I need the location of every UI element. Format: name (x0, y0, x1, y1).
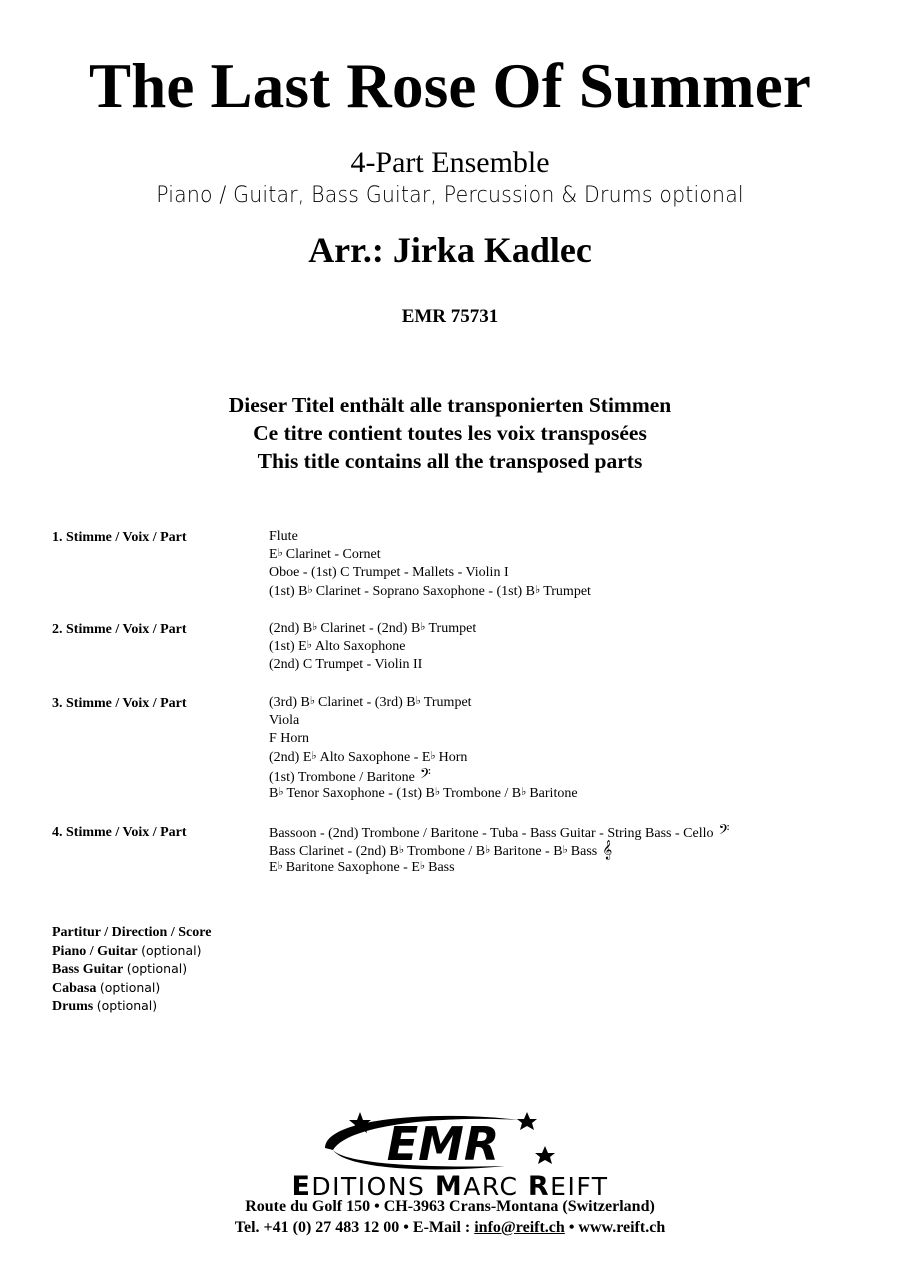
arranger: Arr.: Jirka Kadlec (308, 230, 592, 270)
web-text: • www.reift.ch (564, 1219, 666, 1236)
instrument-text: Bass (428, 860, 455, 876)
instrument-text: Tenor Saxophone - (1st) B (286, 785, 435, 801)
extra-note: (optional) (126, 961, 188, 977)
extra-item-drums (52, 997, 211, 1016)
instrument-text: (3rd) B (269, 695, 310, 710)
instrument-text: Baritone (529, 785, 578, 801)
part-4-instruments (269, 823, 729, 878)
bass-clef-icon: 𝄢 (419, 765, 431, 785)
extra-item-score (52, 924, 211, 942)
instrument-text: Horn (438, 749, 468, 765)
flat-sign-icon: ♭ (306, 639, 312, 652)
part-2-instruments (269, 620, 476, 675)
flat-sign-icon: ♭ (415, 695, 421, 707)
part-3-label: 3. Stimme / Voix / Part (52, 696, 187, 711)
instrument-line (269, 785, 578, 803)
instrument-text: (2nd) C Trumpet - Violin II (269, 657, 423, 673)
logo-text: EMR (386, 1117, 500, 1171)
instrument-text: Clarinet - Soprano Saxophone - (1st) B (315, 583, 535, 599)
instrument-text: Oboe - (1st) C Trumpet - Mallets - Violin I (269, 565, 509, 581)
instrument-text: Bass (570, 844, 598, 860)
instrument-text: (1st) E (269, 639, 307, 655)
flat-sign-icon: ♭ (309, 695, 316, 707)
extra-name: Partitur / Direction / Score (52, 925, 212, 940)
flat-sign-icon: ♭ (419, 860, 426, 873)
catalog-number: EMR 75731 (401, 306, 499, 327)
publisher-name-ditions: DITIONS (311, 1172, 435, 1201)
publisher-name-arc: ARC (463, 1172, 528, 1201)
notice-french: Ce titre contient toutes les voix transposées (253, 421, 647, 445)
extra-name: Bass Guitar (52, 962, 124, 978)
part-4-label: 4. Stimme / Voix / Part (52, 825, 187, 840)
bass-clef-icon: 𝄢 (718, 822, 730, 841)
instrument-text: B (269, 785, 279, 801)
ensemble-subtitle: 4-Part Ensemble (350, 146, 550, 179)
instrument-line (269, 841, 729, 859)
instrument-line (269, 730, 578, 748)
extra-name: Piano / Guitar (52, 943, 138, 959)
instrument-line (269, 620, 476, 638)
extra-note: (optional) (96, 998, 158, 1014)
flat-sign-icon: ♭ (535, 583, 541, 596)
instrument-line (269, 638, 476, 656)
flat-sign-icon: ♭ (485, 844, 491, 857)
phone-text: Tel. +41 (0) 27 483 12 00 • E-Mail : (234, 1219, 475, 1236)
flat-sign-icon: ♭ (521, 785, 527, 798)
flat-sign-icon: ♭ (434, 785, 441, 798)
instrument-line (269, 528, 591, 546)
instrument-text: Viola (269, 713, 300, 729)
instrument-text: Baritone - B (493, 844, 563, 860)
instrument-text: E (269, 860, 278, 876)
instrument-text: Trombone / B (407, 844, 486, 860)
publisher-name-e: E (291, 1171, 312, 1202)
instrument-text: (1st) B (269, 583, 308, 599)
instrument-text: (2nd) B (269, 621, 313, 636)
extra-note: (optional) (141, 942, 202, 958)
instrument-line (269, 564, 591, 582)
instrument-line (269, 767, 578, 785)
part-1-instruments (269, 528, 591, 601)
part-1-label: 1. Stimme / Voix / Part (52, 530, 187, 545)
instrument-text: Alto Saxophone (314, 639, 406, 655)
notice-german: Dieser Titel enthält alle transponierten Stimmen (228, 393, 672, 417)
publisher-contact (0, 1218, 900, 1238)
instrument-text: Trumpet (543, 583, 591, 599)
instrument-text: Clarinet - (2nd) B (320, 621, 421, 636)
flat-sign-icon: ♭ (562, 844, 568, 857)
instrument-text: F Horn (269, 731, 310, 747)
flat-sign-icon: ♭ (307, 583, 313, 596)
instrument-text: Trombone / B (443, 785, 522, 801)
instrument-text: Baritone Saxophone - E (285, 860, 420, 876)
extras-list (52, 924, 211, 1016)
instrument-line (269, 823, 729, 841)
publisher-name-eift: EIFT (550, 1172, 609, 1201)
instrument-line (269, 546, 591, 564)
flat-sign-icon: ♭ (398, 844, 405, 857)
flat-sign-icon: ♭ (430, 749, 436, 762)
publisher-address: Route du Golf 150 • CH-3963 Crans-Montana (Switzerland) (245, 1198, 655, 1215)
part-3-instruments (269, 694, 578, 803)
notice-english: This title contains all the transposed parts (257, 449, 643, 473)
instrument-text: Clarinet - (3rd) B (318, 695, 416, 710)
instrument-text: Flute (269, 529, 298, 544)
instrument-text: Clarinet - Cornet (285, 547, 381, 563)
publisher-name-m: M (434, 1171, 464, 1202)
extra-name: Drums (52, 999, 94, 1015)
treble-clef-icon: 𝄞 (602, 840, 613, 860)
flat-sign-icon: ♭ (277, 547, 283, 560)
flat-sign-icon: ♭ (278, 785, 284, 798)
extra-item-cabasa (52, 979, 211, 998)
extra-note: (optional) (99, 979, 161, 995)
instrument-text: Trumpet (428, 621, 477, 636)
flat-sign-icon: ♭ (312, 621, 318, 633)
instrument-line (269, 749, 578, 767)
extra-item-piano-guitar (52, 942, 211, 961)
instrument-text: Bass Clarinet - (2nd) B (269, 844, 399, 860)
flat-sign-icon: ♭ (420, 621, 426, 633)
flat-sign-icon: ♭ (311, 749, 317, 762)
instrument-text: Trumpet (423, 695, 472, 710)
part-2-label: 2. Stimme / Voix / Part (52, 622, 187, 637)
instrument-line (269, 694, 578, 712)
emr-logo (305, 1108, 565, 1178)
instrument-line (269, 656, 476, 674)
publisher-name-r: R (527, 1171, 551, 1202)
extra-item-bass-guitar (52, 960, 211, 979)
instrument-text: (2nd) E (269, 749, 312, 765)
flat-sign-icon: ♭ (277, 860, 283, 873)
instrument-text: Bassoon - (2nd) Trombone / Baritone - Tuba - Bass Guitar - String Bass - Cello (269, 826, 714, 841)
score-title: The Last Rose Of Summer (88, 51, 812, 121)
instrument-text: E (269, 547, 278, 563)
instrument-line (269, 859, 729, 877)
instrument-line (269, 712, 578, 730)
instrumentation-note: Piano / Guitar, Bass Guitar, Percussion & Drums optional (156, 183, 744, 208)
instrument-text: (1st) Trombone / Baritone (269, 769, 415, 785)
instrument-text: Alto Saxophone - E (319, 749, 431, 765)
instrument-line (269, 583, 591, 601)
extra-name: Cabasa (52, 980, 97, 996)
email-link[interactable]: info@reift.ch (474, 1219, 565, 1236)
